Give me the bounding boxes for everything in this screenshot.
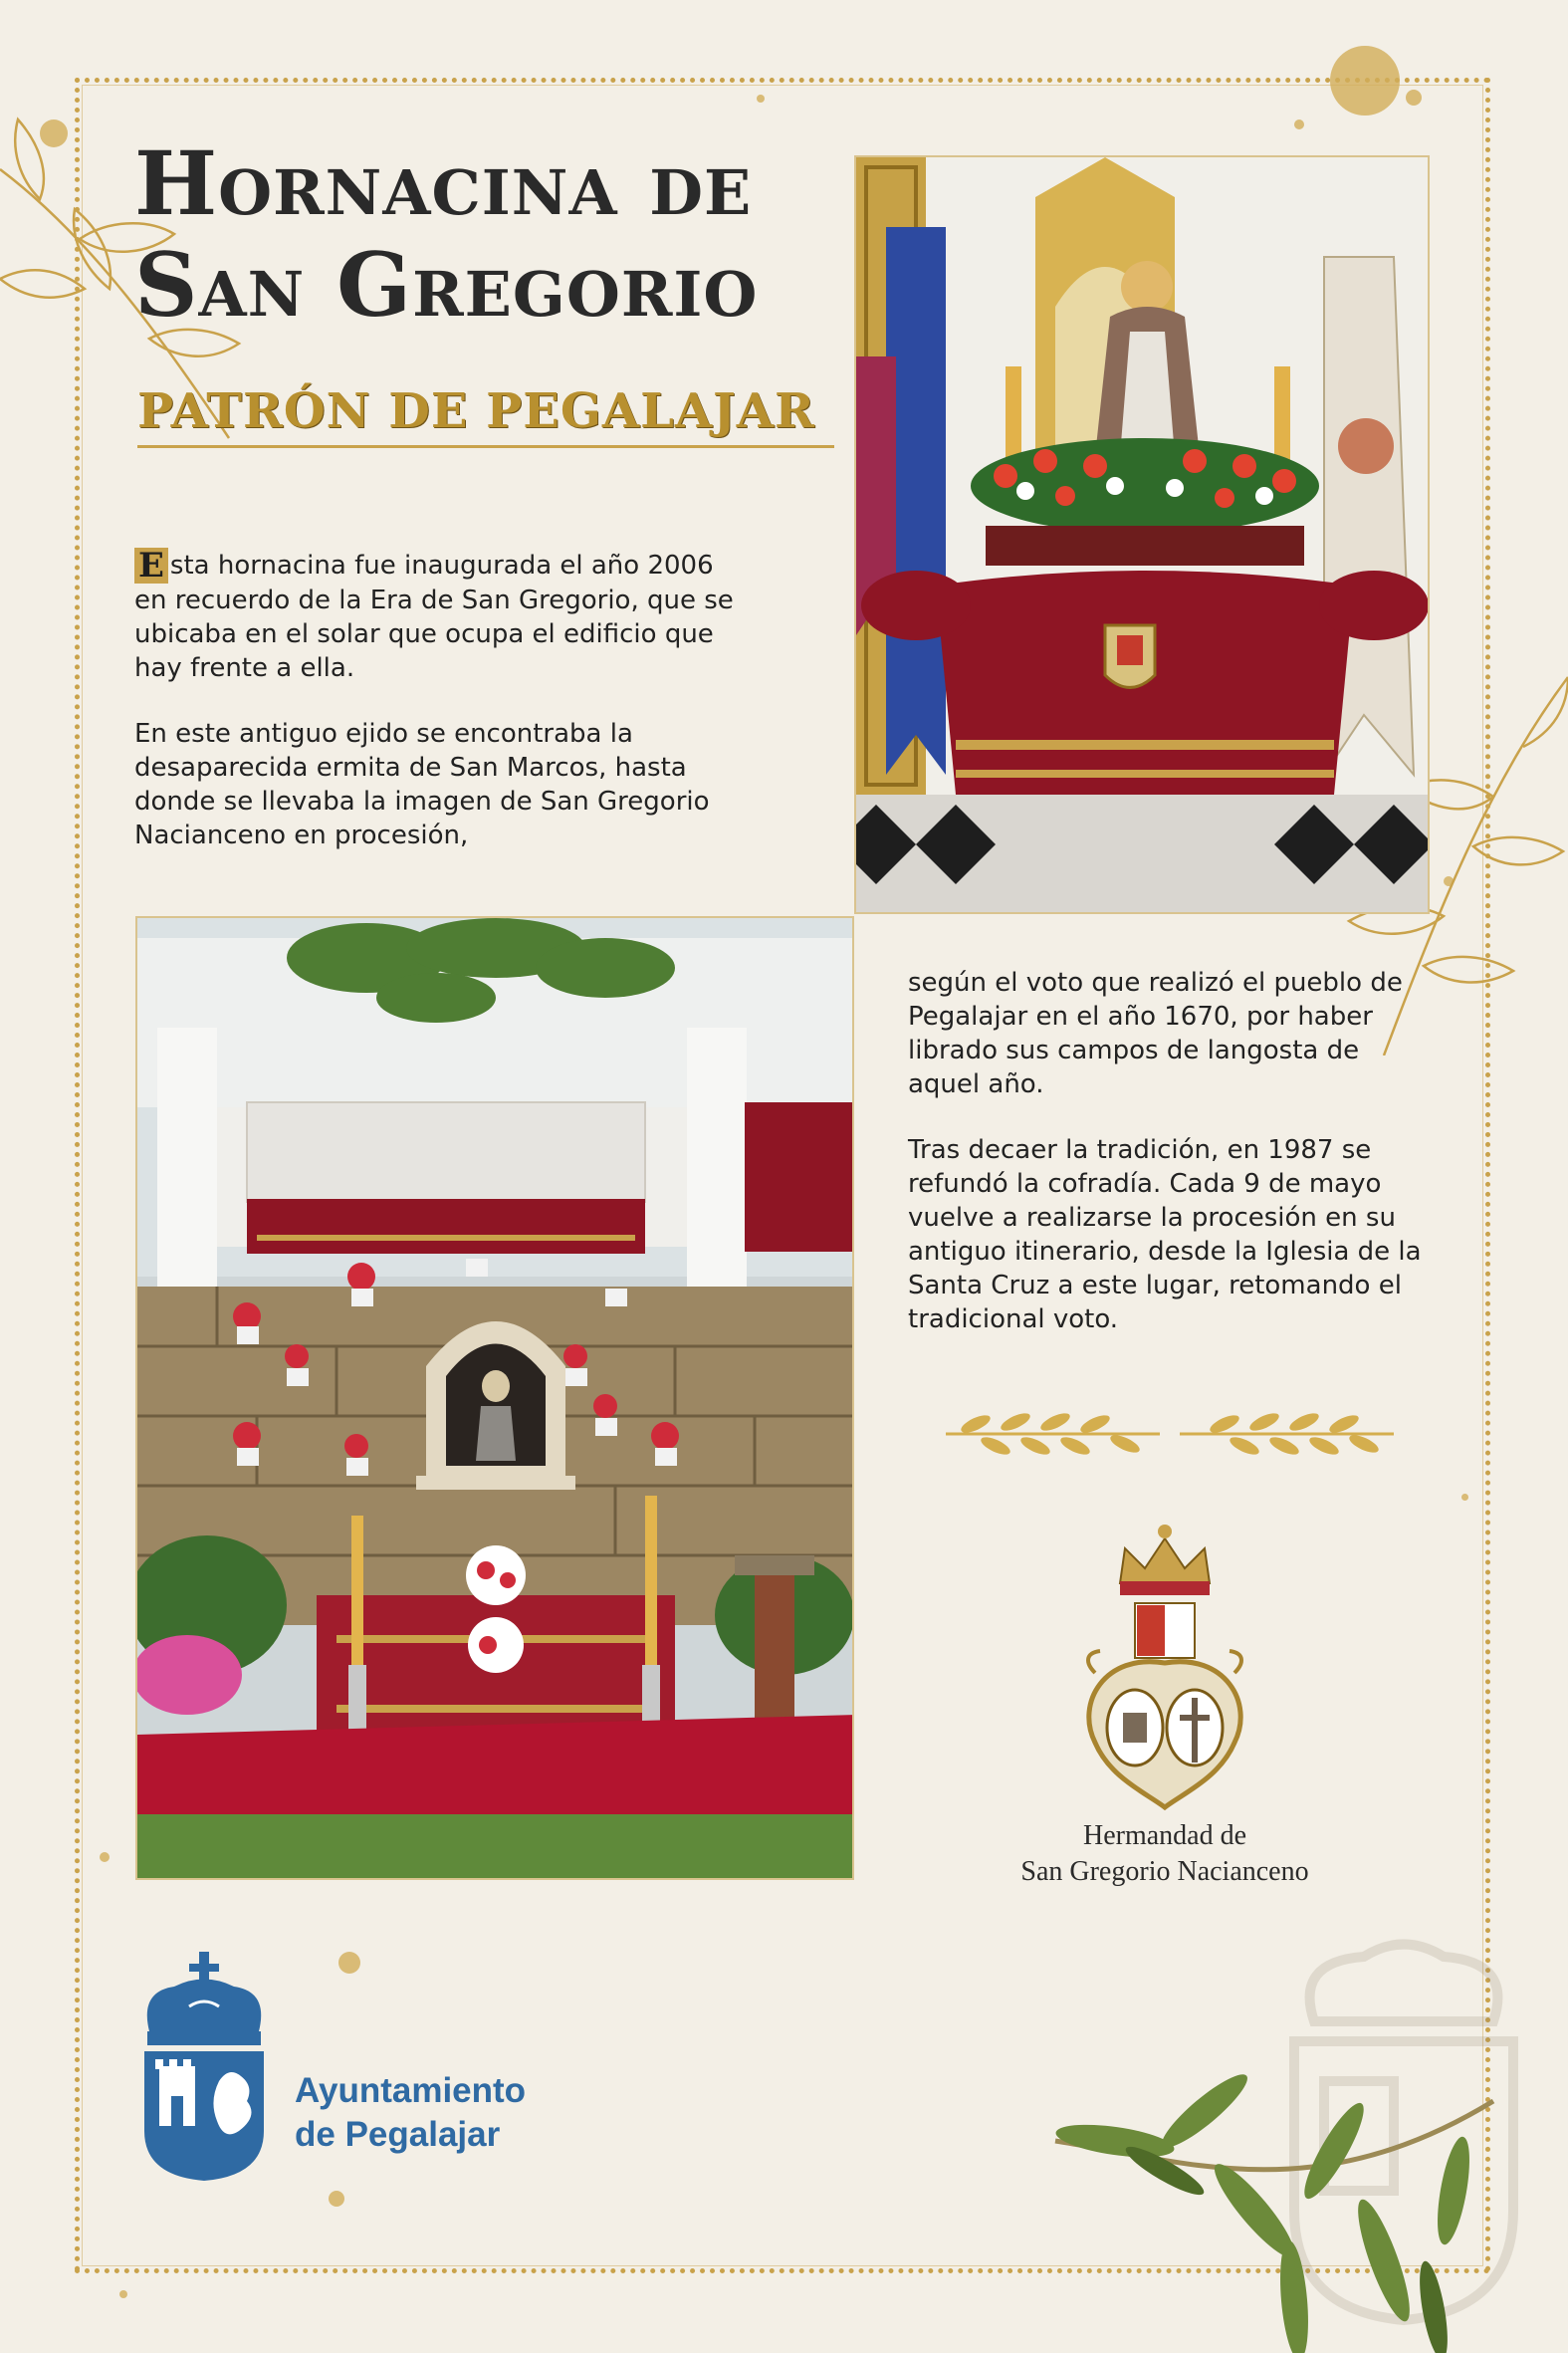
continuation-paragraph-1: según el voto que realizó el pueblo de Pegalajar en el año 1670, por haber librado sus campos de langosta de aquel año. <box>908 968 1403 1099</box>
hermandad-line-1: Hermandad de <box>1082 1820 1247 1851</box>
photo-saint-float <box>854 155 1430 914</box>
hermandad-label <box>956 1818 1374 1890</box>
olive-branch-illustration <box>1035 2011 1533 2353</box>
ayuntamiento-line-1: Ayuntamiento <box>295 2071 527 2110</box>
hermandad-line-2: San Gregorio Nacianceno <box>1020 1856 1309 1887</box>
photo-saint-float-illustration <box>856 157 1430 914</box>
photo-hornacina-illustration <box>137 918 854 1880</box>
title-line-1: Hornacina de <box>134 131 753 235</box>
intro-paragraph-1 <box>134 548 752 685</box>
ayuntamiento-coat-of-arms-icon <box>129 1952 279 2181</box>
continuation-paragraph-2: Tras decaer la tradición, en 1987 se refundó la cofradía. Cada 9 de mayo vuelve a realizarse la procesión en su antiguo itinerario, desde la Iglesia de la Santa Cruz a este lugar, retomando el tradicional voto. <box>908 1135 1422 1334</box>
ayuntamiento-line-2: de Pegalajar <box>295 2115 501 2154</box>
continuation-text <box>908 966 1426 1368</box>
title-line-2: San Gregorio <box>134 233 759 337</box>
drop-cap: E <box>134 548 168 584</box>
photo-hornacina <box>135 916 854 1880</box>
intro-text <box>134 548 752 884</box>
page-title <box>134 131 851 337</box>
hermandad-crest-icon <box>1065 1514 1264 1812</box>
intro-paragraph-1-text: sta hornacina fue inaugurada el año 2006 en recuerdo de la Era de San Gregorio, que se ubicaba en el solar que ocupa el edificio que hay frente a ella. <box>134 551 734 683</box>
laurel-divider-ornament <box>936 1404 1404 1464</box>
ayuntamiento-label <box>295 2069 653 2157</box>
intro-paragraph-2: En este antiguo ejido se encontraba la desaparecida ermita de San Marcos, hasta donde se llevaba la imagen de San Gregorio Nacianceno en procesión, <box>134 719 710 850</box>
page-subtitle: PATRÓN DE PEGALAJAR <box>137 383 834 448</box>
